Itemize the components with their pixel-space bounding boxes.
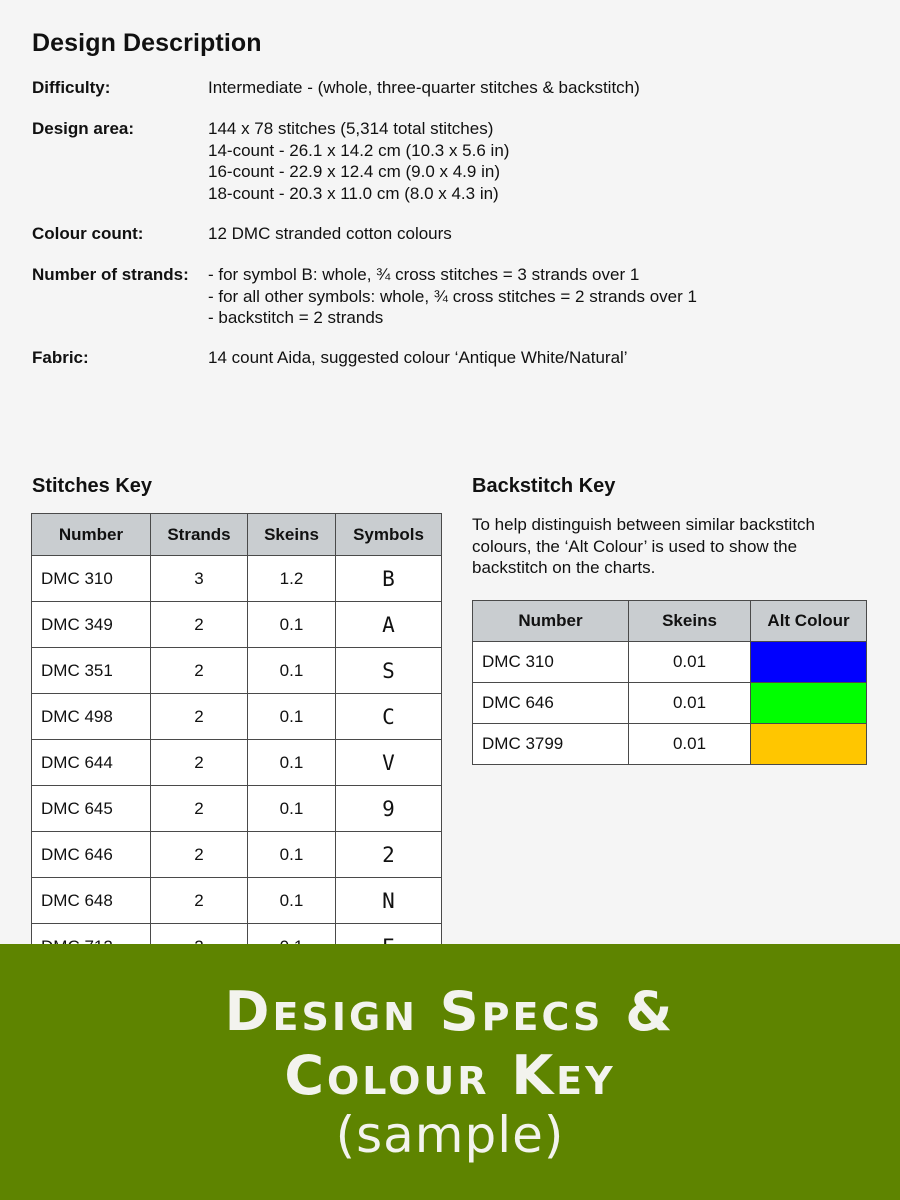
alt-colour-swatch	[751, 683, 867, 724]
column-header-symbols: Symbols	[336, 514, 442, 556]
design-area-line: 16-count - 22.9 x 12.4 cm (9.0 x 4.9 in)	[208, 162, 500, 181]
cell-number: DMC 645	[32, 786, 151, 832]
cell-skeins: 0.1	[248, 648, 336, 694]
page-title: Design Description	[32, 29, 262, 57]
cell-skeins: 0.1	[248, 740, 336, 786]
cell-number: DMC 644	[32, 740, 151, 786]
table-row	[32, 556, 442, 602]
colour-count-label: Colour count:	[32, 224, 144, 243]
table-row	[32, 740, 442, 786]
cell-symbol: 2	[336, 832, 442, 878]
design-area-line: 18-count - 20.3 x 11.0 cm (8.0 x 4.3 in)	[208, 183, 499, 203]
stitches-key-table	[31, 513, 442, 970]
colour-count-value: 12 DMC stranded cotton colours	[208, 224, 452, 243]
design-area-label: Design area:	[32, 119, 135, 138]
backstitch-key-title: Backstitch Key	[472, 475, 616, 497]
cell-symbol: S	[336, 648, 442, 694]
alt-colour-swatch	[751, 724, 867, 765]
strands-value	[208, 264, 697, 329]
backstitch-key-table	[472, 600, 867, 765]
design-area-value	[208, 118, 509, 204]
strands-line: - for symbol B: whole, ¾ cross stitches = 3 strands over 1	[208, 265, 640, 284]
design-area-line: 144 x 78 stitches (5,314 total stitches)	[208, 119, 494, 138]
design-area-line: 14-count - 26.1 x 14.2 cm (10.3 x 5.6 in)	[208, 140, 510, 160]
cell-number: DMC 646	[32, 832, 151, 878]
cell-strands: 2	[151, 832, 248, 878]
column-header-skeins: Skeins	[629, 601, 751, 642]
cell-strands: 3	[151, 556, 248, 602]
table-row	[32, 878, 442, 924]
cell-skeins: 0.1	[248, 694, 336, 740]
cell-symbol: B	[336, 556, 442, 602]
cell-strands: 2	[151, 740, 248, 786]
column-header-strands: Strands	[151, 514, 248, 556]
column-header-alt-colour: Alt Colour	[751, 601, 867, 642]
cell-number: DMC 498	[32, 694, 151, 740]
cell-symbol: N	[336, 878, 442, 924]
alt-colour-swatch	[751, 642, 867, 683]
table-row	[32, 786, 442, 832]
backstitch-key-note: To help distinguish between similar backstitch colours, the ‘Alt Colour’ is used to show the backstitch on the charts.	[472, 515, 816, 577]
cell-symbol: V	[336, 740, 442, 786]
column-header-number: Number	[32, 514, 151, 556]
cell-symbol: C	[336, 694, 442, 740]
cell-skeins: 0.01	[629, 724, 751, 765]
cell-strands: 2	[151, 602, 248, 648]
cell-skeins: 0.01	[629, 683, 751, 724]
difficulty-label: Difficulty:	[32, 78, 111, 97]
table-row	[32, 694, 442, 740]
difficulty-value: Intermediate - (whole, three-quarter stitches & backstitch)	[208, 78, 640, 97]
table-row	[32, 832, 442, 878]
banner-subtitle: (sample)	[335, 1106, 565, 1164]
cell-skeins: 0.1	[248, 878, 336, 924]
cell-skeins: 0.1	[248, 602, 336, 648]
strands-line: - backstitch = 2 strands	[208, 308, 384, 327]
strands-label: Number of strands:	[32, 265, 189, 284]
cell-strands: 2	[151, 878, 248, 924]
column-header-number: Number	[473, 601, 629, 642]
cell-skeins: 0.01	[629, 642, 751, 683]
banner-title-line-1: Design Specs &	[224, 980, 676, 1043]
table-row	[473, 683, 867, 724]
banner-title-line-2: Colour Key	[284, 1044, 616, 1107]
title-banner	[0, 944, 900, 1200]
cell-number: DMC 349	[32, 602, 151, 648]
cell-number: DMC 310	[32, 556, 151, 602]
cell-skeins: 1.2	[248, 556, 336, 602]
cell-symbol: A	[336, 602, 442, 648]
cell-skeins: 0.1	[248, 832, 336, 878]
table-row	[32, 602, 442, 648]
table-row	[473, 724, 867, 765]
cell-strands: 2	[151, 694, 248, 740]
cell-skeins: 0.1	[248, 786, 336, 832]
cell-strands: 2	[151, 786, 248, 832]
cell-number: DMC 351	[32, 648, 151, 694]
table-row	[32, 648, 442, 694]
cell-number: DMC 648	[32, 878, 151, 924]
column-header-skeins: Skeins	[248, 514, 336, 556]
cell-strands: 2	[151, 648, 248, 694]
cell-number: DMC 3799	[473, 724, 629, 765]
cell-symbol: 9	[336, 786, 442, 832]
stitches-key-title: Stitches Key	[32, 475, 153, 497]
table-header-row	[473, 601, 867, 642]
cell-number: DMC 310	[473, 642, 629, 683]
table-row	[473, 642, 867, 683]
fabric-label: Fabric:	[32, 348, 89, 367]
table-header-row	[32, 514, 442, 556]
strands-line: - for all other symbols: whole, ¾ cross stitches = 2 strands over 1	[208, 286, 697, 306]
fabric-value: 14 count Aida, suggested colour ‘Antique White/Natural’	[208, 348, 628, 367]
cell-number: DMC 646	[473, 683, 629, 724]
